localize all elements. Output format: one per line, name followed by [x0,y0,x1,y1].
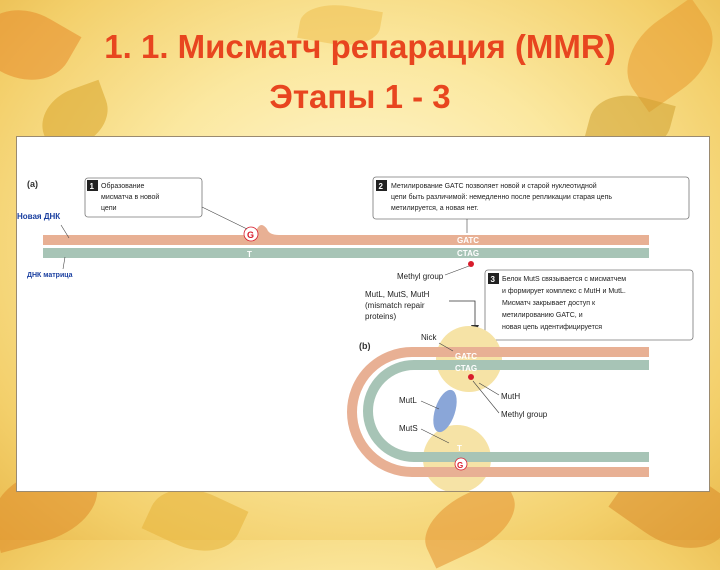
step1-number: 1 [89,182,94,191]
ctag-seq-b: CTAG [455,364,478,373]
step3-number: 3 [490,275,495,284]
step3-text: новая цепь идентифицируется [502,324,603,331]
gatc-seq: GATC [457,236,480,245]
mismatch-base-g: G [247,230,255,240]
gatc-seq-b: GATC [455,352,478,361]
step2-text: Метилирование GATC позволяет новой и старой нуклеотидной [391,183,597,190]
methyl-group-label-b: Methyl group [501,410,548,419]
nick-label: Nick [421,333,437,342]
new-strand [43,235,245,245]
new-strand-bulge [245,225,649,245]
new-dna-label: Новая ДНК [17,212,61,221]
methyl-group-label: Methyl group [397,272,444,281]
step2-number: 2 [378,182,383,191]
mut-proteins-label: proteins) [365,312,397,321]
step1-text: цепи [101,205,117,212]
mut-proteins-label: MutL, MutS, MutH [365,290,430,299]
step3-text: и формирует комплекс с MutH и MutL. [502,288,626,295]
template-dna-label: ДНК матрица [27,272,73,279]
panel-a-label: (a) [27,179,38,189]
slide-title: 1. 1. Мисматч репарация (MMR) [104,28,616,65]
step1-text: Образование [101,183,145,190]
panel-b-label: (b) [359,341,371,351]
muts-label: MutS [399,424,418,433]
step3-text: Мисматч закрывает доступ к [502,300,596,307]
muth-label: MutH [501,392,521,401]
figure-panel [16,136,710,492]
step2-text: цепи быть различимой: немедленно после репликации старая цепь [391,194,613,201]
step3-text: Белок MutS связывается с мисматчем [502,276,627,283]
mut-proteins-label: (mismatch repair [365,301,425,310]
template-strand [43,248,649,258]
methyl-dot-b [468,374,474,380]
mutl-label: MutL [399,396,417,405]
step1-text: мисматча в новой [101,194,160,201]
slide-subtitle: Этапы 1 - 3 [269,78,451,115]
step3-text: метилированию GATC, и [502,312,583,319]
ctag-seq: CTAG [457,249,480,258]
template-base-t: T [247,250,252,259]
mismatch-base-g-b: G [457,461,464,470]
template-base-t-b: T [457,444,462,453]
mmr-diagram [17,137,709,491]
step2-text: метилируется, а новая нет. [391,205,479,212]
